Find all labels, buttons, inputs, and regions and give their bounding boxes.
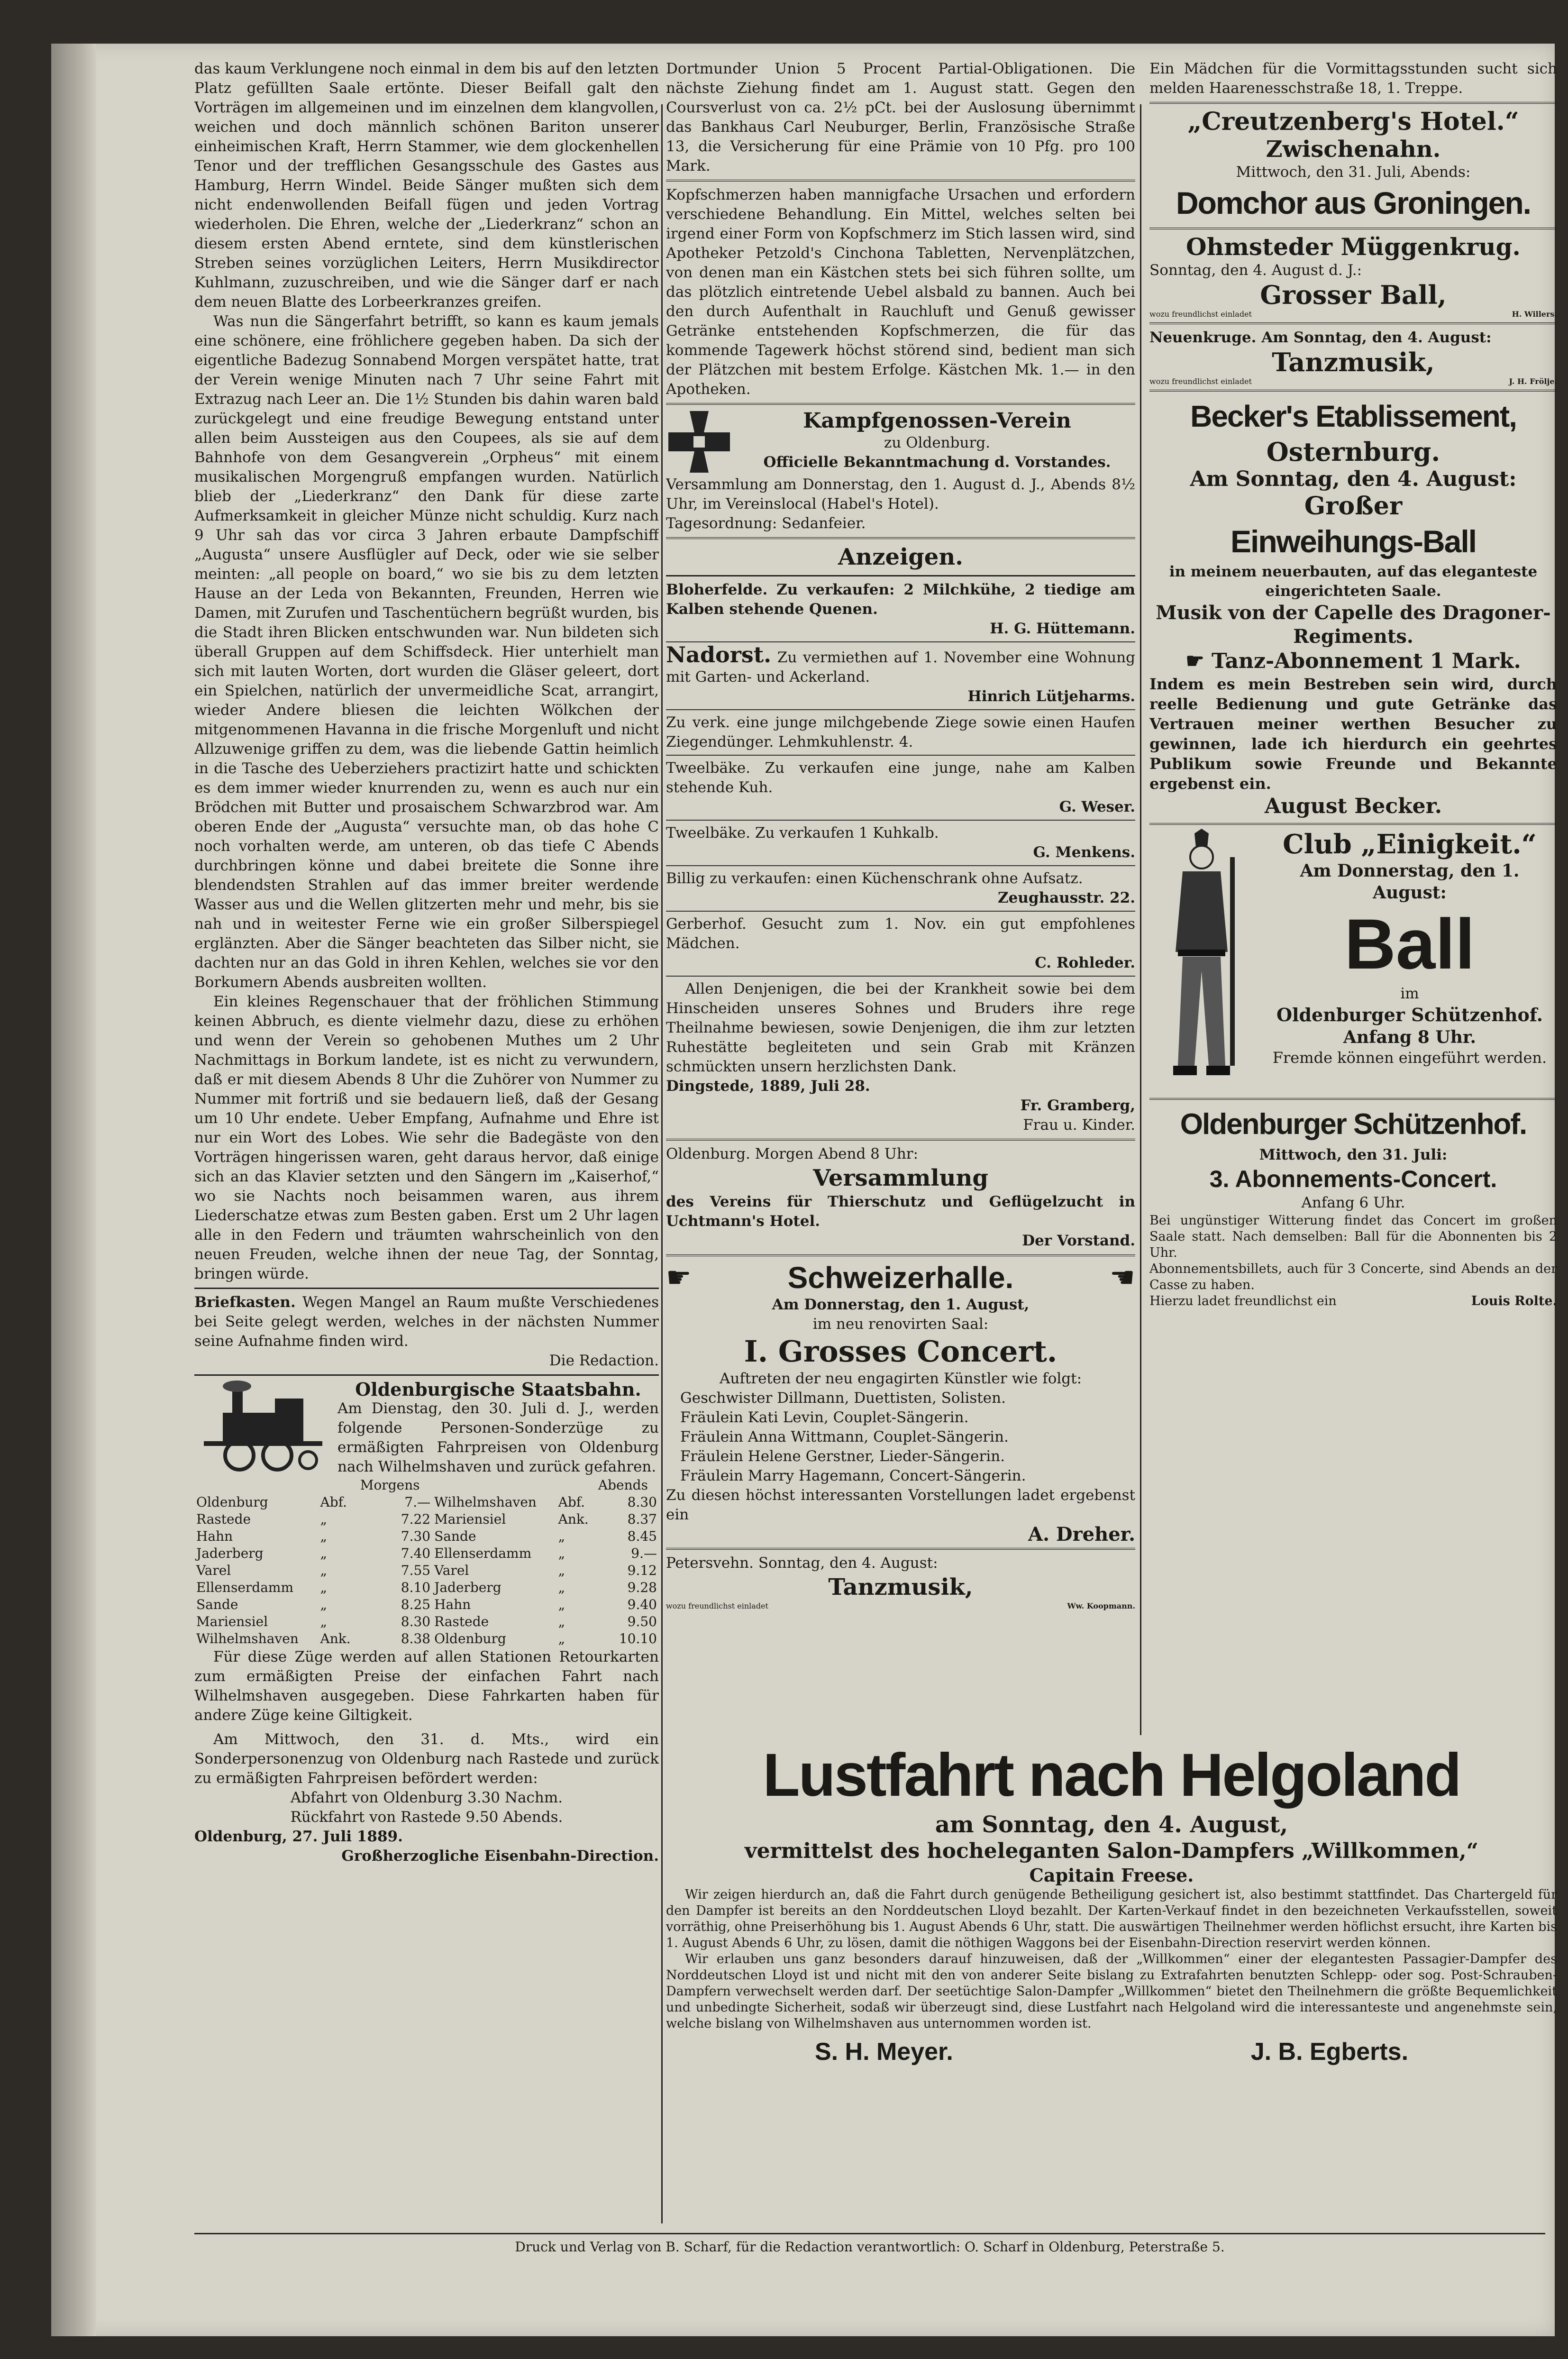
- timetable-cell: Oldenburg: [434, 1631, 506, 1646]
- zwischenahn: Zwischenahn.: [1266, 136, 1441, 163]
- timetable-row: [194, 1511, 659, 1528]
- timetable-cell: Varel: [434, 1563, 469, 1578]
- rail-header: [194, 1380, 659, 1477]
- timetable-cell: Abf.: [558, 1494, 585, 1510]
- rail-note: Für diese Züge werden auf allen Stationen Retourkarten zum ermäßigten Preise der einfachen Fahrt nach Wilhelmshaven ausgegeben. Diese Fahrkarten haben für andere Züge keine Giltigkeit.: [194, 1648, 659, 1724]
- kv-title: Kampfgenossen-Verein: [803, 409, 1071, 433]
- timetable-row: [194, 1528, 659, 1545]
- sh-sign: A. Dreher.: [1028, 1523, 1135, 1545]
- timetable-row: [194, 1562, 659, 1579]
- timetable-cell: Sande: [196, 1597, 238, 1612]
- pointing-hand-icon: ☛: [1110, 1261, 1135, 1294]
- ad-bloherfelde: Bloherfelde. Zu verkaufen: 2 Milchkühe, 2 tiedige am Kalben stehende Quenen.: [666, 581, 1135, 618]
- schweizerhalle-head: [666, 1260, 1135, 1295]
- pv-pre: Petersvehn. Sonntag, den 4. August:: [666, 1554, 938, 1572]
- ad-tweelbaeke-1: Tweelbäke. Zu verkaufen eine junge, nahe am Kalben stehende Kuh.: [666, 759, 1135, 796]
- abo-invite: Hierzu ladet freundlichst ein: [1149, 1294, 1337, 1308]
- column-1: [194, 59, 659, 1866]
- kv-sub2: Officielle Bekanntmachung d. Vorstandes.: [763, 454, 1111, 471]
- dank-notice: Allen Denjenigen, die bei der Krankheit sowie bei dem Hinscheiden unseres Sohnes und Bruders ihre rege Theilnahme bewiesen, sowie Denjenigen, die ihm zur letzten Ruhestätte begleiteten und sein Grab mit Kränzen schmückten unsern herzlichsten Dank.: [666, 980, 1135, 1075]
- neu-sign: J. H. Frölje.: [1509, 377, 1557, 386]
- timetable-cell: Ellenserdamm: [196, 1580, 293, 1595]
- einweih-sub: in meinem neuerbauten, auf das eleganteste eingerichteten Saale.: [1169, 563, 1538, 600]
- article-paragraph: Ein kleines Regenschauer that der fröhlichen Stimmung keinen Abbruch, es diente vielmehr dazu, diese zu erhöhen und wenn der Verein so gehobenen Muthes um 2 Uhr Nachmittags in Borkum landete, ist es nicht zu verwundern, daß er mit diesem Abends 8 Uhr die Zuhörer von Nummer zu Nummer mit fortriß und sie bedauern ließ, daß der Gesang um 10 Uhr endete. Ueber Empfang, Aufnahme und Ehre ist nur ein Wort des Lobes. Wie sehr die Badegäste von den Vorträgen hingerissen waren, geht daraus hervor, daß einige sich an das Klavier setzten und den Sängern im „Kaiserhof,“ wo sie Nachts noch beisammen waren, aus ihrem Liederschatze etwas zum Besten gaben. Erst um 2 Uhr lagen alle in den Federn und träumten wahrscheinlich von den neuen Freuden, welche ihnen der neue Tag, der Sonntag, bringen würde.: [194, 993, 659, 1282]
- timetable-row: [194, 1613, 659, 1630]
- club-title: Club „Einigkeit.“: [1283, 829, 1537, 860]
- timetable-cell: 9.12: [627, 1563, 657, 1578]
- timetable-cell: Wilhelmshaven: [196, 1631, 299, 1646]
- helgoland-ad: [666, 1740, 1557, 2066]
- becker-date: Am Sonntag, den 4. August:: [1190, 467, 1517, 491]
- helgoland-date: am Sonntag, den 4. August,: [935, 1811, 1288, 1838]
- helgoland-title: Lustfahrt nach Helgoland: [763, 1741, 1460, 1809]
- abo-start: Anfang 6 Uhr.: [1301, 1194, 1405, 1211]
- pointing-hand-icon: ☛: [1185, 649, 1212, 673]
- ad-sign: Hinrich Lütjeharms.: [967, 688, 1135, 705]
- neu-invite: wozu freundlichst einladet: [1149, 377, 1252, 386]
- ad-nadorst-place: Nadorst.: [666, 642, 772, 667]
- timetable-cell: 9.50: [627, 1614, 657, 1629]
- timetable-cell: Hahn: [196, 1528, 233, 1544]
- timetable-cell: Ank.: [558, 1511, 589, 1527]
- sh-artist: Fräulein Anna Wittmann, Couplet-Sängerin.: [680, 1428, 1009, 1445]
- pv-invite: wozu freundlichst einladet: [666, 1601, 768, 1610]
- timetable-cell: „: [320, 1580, 328, 1595]
- timetable-cell: Rastede: [196, 1511, 251, 1527]
- timetable-cell: Hahn: [434, 1597, 471, 1612]
- sh-artist: Geschwister Dillmann, Duettisten, Solisten.: [680, 1390, 1006, 1407]
- ad-sign: G. Weser.: [1059, 798, 1135, 815]
- timetable-cell: Ank.: [320, 1631, 351, 1646]
- timetable-cell: Sande: [434, 1528, 476, 1544]
- timetable-cell: 9.28: [627, 1580, 657, 1595]
- musik: Musik von der Capelle des Dragoner-Regiments.: [1156, 602, 1551, 648]
- timetable-cell: Wilhelmshaven: [434, 1494, 537, 1510]
- timetable-cell: 7.—: [404, 1494, 431, 1510]
- becker-text: Indem es mein Bestreben sein wird, durch reelle Bedienung und gute Getränke das Vertrauen meiner werthen Besucher zu gewinnen, lade ich hierdurch ein geehrtes Publikum sowie Freunde und Bekannte ergebenst ein.: [1149, 675, 1557, 793]
- club-ad: [1149, 829, 1557, 1094]
- timetable-cell: „: [558, 1631, 565, 1646]
- timetable-cell: Varel: [196, 1563, 231, 1578]
- sh-invite: Zu diesen höchst interessanten Vorstellungen ladet ergebenst ein: [666, 1487, 1135, 1523]
- becker-title: Becker's Etablissement,: [1190, 399, 1516, 433]
- ball-heading: Ball: [1344, 904, 1475, 984]
- pv-title: Tanzmusik,: [828, 1574, 973, 1600]
- column-2: [666, 59, 1135, 1610]
- club-date: Am Donnerstag, den 1. August:: [1300, 861, 1520, 903]
- helgoland-sign-2: J. B. Egberts.: [1250, 2038, 1409, 2066]
- helgoland-sign-1: S. H. Meyer.: [814, 2038, 953, 2066]
- timetable-cell: „: [558, 1545, 565, 1561]
- ad-sign: G. Menkens.: [1033, 844, 1135, 861]
- timetable-row: [194, 1545, 659, 1562]
- ohm-date: Sonntag, den 4. August d. J.:: [1149, 262, 1362, 279]
- dank-place: Dingstede, 1889, Juli 28.: [666, 1078, 870, 1095]
- timetable-cell: Jaderberg: [434, 1580, 501, 1595]
- neu-pre: Neuenkruge. Am Sonntag, den 4. August:: [1149, 329, 1492, 346]
- abo-concert: 3. Abonnements-Concert.: [1209, 1166, 1497, 1192]
- rail-note2: Am Mittwoch, den 31. d. Mts., wird ein Sonderpersonenzug von Oldenburg nach Rastede und zurück zu ermäßigten Fahrpreisen befördert werden:: [194, 1731, 659, 1787]
- ad-ziege: Zu verk. eine junge milchgebende Ziege sowie einen Haufen Ziegendünger. Lehmkuhlenstr. 4.: [666, 714, 1135, 750]
- kv-sub: zu Oldenburg.: [884, 434, 990, 451]
- ad-nadorst: Zu vermiethen auf 1. November eine Wohnung mit Garten- und Ackerland.: [666, 649, 1135, 686]
- creutz-date: Mittwoch, den 31. Juli, Abends:: [1236, 164, 1471, 181]
- timetable-row: [194, 1579, 659, 1596]
- timetable-cell: „: [558, 1614, 565, 1629]
- ohm-invite: wozu freundlichst einladet: [1149, 310, 1252, 319]
- ad-kuechenschrank: Billig zu verkaufen: einen Küchenschrank ohne Aufsatz.: [666, 870, 1083, 887]
- locomotive-icon: [194, 1380, 332, 1474]
- timetable-cell: Rastede: [434, 1614, 489, 1629]
- rail-departure: Abfahrt von Oldenburg 3.30 Nachm.: [290, 1789, 563, 1806]
- timetable-cell: Abf.: [320, 1494, 347, 1510]
- timetable-cell: „: [320, 1563, 328, 1578]
- kv-text: Versammlung am Donnerstag, den 1. August d. J., Abends 8½ Uhr, im Vereinslocal (Habel's Hotel).: [666, 476, 1135, 512]
- iron-cross-icon: [666, 409, 732, 475]
- soldier-icon: [1149, 829, 1258, 1094]
- briefkasten-title: Briefkasten.: [194, 1294, 296, 1311]
- timetable-row: [194, 1596, 659, 1613]
- timetable-cell: „: [558, 1563, 565, 1578]
- einweihungs-ball: Einweihungs-Ball: [1230, 524, 1477, 559]
- briefkasten-sign: Die Redaction.: [549, 1352, 659, 1369]
- neu-title: Tanzmusik,: [1272, 347, 1435, 377]
- sh-artist: Fräulein Helene Gerstner, Lieder-Sängerin.: [680, 1448, 1005, 1465]
- club-venue: Oldenburger Schützenhof.: [1276, 1004, 1543, 1025]
- kampfgenossen-ad: [666, 409, 1135, 475]
- sh-artist: Fräulein Kati Levin, Couplet-Sängerin.: [680, 1409, 969, 1426]
- dank-sign: Fr. Gramberg,: [1020, 1097, 1135, 1114]
- column-rule: [661, 104, 663, 2223]
- rail-return: Rückfahrt von Rastede 9.50 Abends.: [290, 1809, 563, 1826]
- ohm-ball: Grosser Ball,: [1260, 280, 1447, 310]
- timetable-cell: 7.30: [401, 1528, 431, 1544]
- club-guests: Fremde können eingeführt werden.: [1272, 1049, 1547, 1067]
- ad-sign: Zeughausstr. 22.: [998, 889, 1135, 906]
- timetable-cell: 8.10: [401, 1580, 431, 1595]
- timetable-cell: „: [320, 1528, 328, 1544]
- vers-title: Versammlung: [813, 1165, 988, 1191]
- timetable-cell: Oldenburg: [196, 1494, 268, 1510]
- sh-sub: im neu renovirten Saal:: [812, 1316, 989, 1333]
- kopfschmerz-ad: Kopfschmerzen haben mannigfache Ursachen und erfordern verschiedene Behandlung. Ein Mittel, welches selten bei irgend einer Form von Kopfschmerz im Stich lassen wird, sind Apotheker Petzold's Cinchona Tabletten, Nervenplätzchen, von denen man ein Kästchen stets bei sich führen sollte, um das plötzlich eintretende Uebel alsbald zu bannen. Auch bei den durch Aufenthalt in Rauchluft und Genuß gewisser Getränke entstehenden Kopfschmerzen, die für das kommende Tagewerk höchst störend sind, bedient man sich der Plätzchen mit bestem Erfolge. Kästchen Mk. 1.— in den Apotheken.: [666, 186, 1135, 398]
- book-binding: [51, 44, 96, 2336]
- vers-sign: Der Vorstand.: [1022, 1232, 1135, 1249]
- sh-date: Am Donnerstag, den 1. August,: [772, 1296, 1030, 1313]
- mi-date: Mittwoch, den 31. Juli:: [1259, 1146, 1448, 1163]
- timetable-cell: 8.37: [627, 1511, 657, 1527]
- maedchen-ad: Ein Mädchen für die Vormittagsstunden sucht sich melden Haarenesschstraße 18, 1. Treppe.: [1149, 60, 1557, 97]
- article-paragraph: Was nun die Sängerfahrt betrifft, so kann es kaum jemals eine schönere, eine fröhlichere gegeben haben. Da sich der eigentliche Badezug Sonnabend Morgen verspätet hatte, trat der Verein wenige Minuten nach 7 Uhr seine Fahrt mit Extrazug nach Leer an. Die 1½ Stunden bis dahin waren bald zurückgelegt und eine freudige Bewegung entstand unter allen beim Aussteigen aus den Coupees, als sie auf dem Bahnhofe von dem Gesangverein „Orpheus“ mit einem musikalischen Morgengruß empfangen wurden. Natürlich blieb der „Liederkranz“ den Dank für diese zarte Aufmerksamkeit in gleicher Münze nicht schuldig. Kurz nach 9 Uhr sah das vor circa 3 Jahren erbaute Dampfschiff „Augusta“ unsere Ausflügler auf Deck, oder wie sie selber meinten: „all people on board,“ wo sie bis zu dem letzten Hause an der Leda von Bekannten, Freunden, Herren wie Damen, mit Zurufen und Taschentüchern begrüßt wurden, bis die Stadt ihren Blicken entschwunden war. Nun bildeten sich überall Gruppen auf dem Schiffsdeck. Hier unterhielt man sich mit lauten Worten, dort wurden die Gläser geleert, dort ein Spielchen, natürlich der unvermeidliche Scat, arrangirt, wieder Andere bliesen die leichten Wölkchen der mitgenommenen Havanna in die frische Morgenluft und nicht Allzuwenige griffen zu dem, was die liebende Gattin heimlich in die Tasche des Ueberziehers practizirt hatte und schickten es dem immer wieder knurrenden zu, wenn es auch nur ein Brödchen mit Butter und prosaischem Schwarzbrod war. Am oberen Ende der „Augusta“ versuchte man, ob das hohe C noch vorhalten werde, am unteren, ob das tiefe C Abends durchbringen könne und dabei breitete die Sonne ihre blendendsten Strahlen auf das immer breiter werdende Wasser aus und die Wellen glitzerten mehr und mehr, bis sie nah und in weitester Ferne wie ein großer Silberspiegel erglänzten. Aber die Sänger beachteten das Silber nicht, sie dachten nur an das Gold in ihren Kehlen, welches sie vor den Borkumern Abends ausbreiten wollten.: [194, 313, 659, 991]
- sh-artist-list: [666, 1389, 1135, 1486]
- timetable-cell: „: [558, 1580, 565, 1595]
- timetable-cell: 7.40: [401, 1545, 431, 1561]
- helgoland-text2: Wir erlauben uns ganz besonders darauf hinzuweisen, daß der „Willkommen“ einer der elegantesten Passagier-Dampfer des Norddeutschen Lloyd ist und nicht mit den von anderer Seite bislang zu Extrafahrten benutzten Schlepp- oder sog. Post-Schrauben-Dampfern verwechselt werden darf. Der seetüchtige Salon-Dampfer „Willkommen“ bietet den Theilnehmern die größte Bequemlichkeit und unbedingte Sicherheit, sodaß wir überzeugt sind, diese Lustfahrt nach Helgoland wird die interessanteste und angenehmste sein, welche bislang von Wilhelmshaven aus unternommen worden ist.: [666, 1952, 1557, 2031]
- helgoland-signatures: [666, 2038, 1557, 2066]
- rail-date: Oldenburg, 27. Juli 1889.: [194, 1828, 403, 1845]
- sh-title: Schweizerhalle.: [787, 1261, 1014, 1295]
- timetable-cell: „: [320, 1511, 328, 1527]
- briefkasten: [194, 1293, 659, 1351]
- imprint-footer: Druck und Verlag von B. Scharf, für die Redaction verantwortlich: O. Scharf in Oldenburg, Peterstraße 5.: [194, 2233, 1545, 2255]
- briefkasten-text: Wegen Mangel an Raum mußte Verschiedenes bei Seite gelegt werden, welches in der nächsten Nummer seine Aufnahme finden wird.: [194, 1294, 659, 1350]
- timetable: [194, 1477, 659, 1647]
- club-im: im: [1400, 985, 1419, 1002]
- anzeigen-heading: Anzeigen.: [838, 544, 963, 570]
- sh-intro: Auftreten der neu engagirten Künstler wie folgt:: [719, 1370, 1082, 1387]
- timetable-cell: Mariensiel: [196, 1614, 268, 1629]
- vers-pre: Oldenburg. Morgen Abend 8 Uhr:: [666, 1145, 919, 1162]
- timetable-cell: 8.38: [401, 1631, 431, 1646]
- club-start: Anfang 8 Uhr.: [1343, 1027, 1477, 1047]
- dortmund-ad: Dortmunder Union 5 Procent Partial-Obligationen. Die nächste Ziehung findet am 1. August statt. Gegen den Coursverlust von ca. 2½ pCt. bei der Auslosung übernimmt das Bankhaus Carl Neuburger, Berlin, Französische Straße 13, die Versicherung für eine Prämie von 10 Pfg. pro 100 Mark.: [666, 60, 1135, 174]
- grosser: Großer: [1304, 492, 1403, 521]
- ad-gerberhof: Gerberhof. Gesucht zum 1. Nov. ein gut empfohlenes Mädchen.: [666, 915, 1135, 952]
- vers-text: des Vereins für Thierschutz und Geflügelzucht in Uchtmann's Hotel.: [666, 1193, 1135, 1230]
- article-paragraph: das kaum Verklungene noch einmal in dem bis auf den letzten Platz gefüllten Saale ertönte. Dieser Beifall galt den Vorträgen im allgemeinen und im einzelnen dem klangvollen, weichen und doch männlich schönen Bariton unserer einheimischen Kraft, Herrn Stammer, wie dem glockenhellen Tenor und der trefflichen Gesangsschule des Gastes aus Hamburg, Herrn Windel. Beide Sänger mußten sich dem nicht endenwollenden Beifall fügen und jeden Vortrag wiederholen. Die Ehren, welche der „Liederkranz“ schon an diesem ersten Abend erntete, sind dem künstlerischen Streben seines vorzüglichen Leiters, Herrn Musikdirector Kuhlmann, zuzuschreiben, und wie die Sänger darf er nach dem neuen Blatte des Lorbeerkranzes greifen.: [194, 60, 659, 311]
- timetable-cell: „: [320, 1597, 328, 1612]
- abo-text: Bei ungünstiger Witterung findet das Concert im großen Saale statt. Nach demselben: Ball für die Abonnenten bis 2 Uhr.: [1149, 1213, 1557, 1260]
- helgoland-via: vermittelst des hocheleganten Salon-Dampfers „Willkommen,“: [745, 1839, 1478, 1863]
- domchor: Domchor aus Groningen.: [1176, 185, 1531, 220]
- timetable-row: [194, 1630, 659, 1647]
- column-rule: [1140, 104, 1141, 1735]
- kv-agenda: Tagesordnung: Sedanfeier.: [666, 515, 866, 532]
- ohm-sign: H. Willers.: [1512, 310, 1557, 319]
- timetable-header: Abends: [598, 1477, 648, 1493]
- timetable-header: Morgens: [360, 1477, 420, 1493]
- timetable-row: [194, 1494, 659, 1511]
- timetable-cell: „: [320, 1545, 328, 1561]
- ad-tweelbaeke-2: Tweelbäke. Zu verkaufen 1 Kuhkalb.: [666, 824, 939, 841]
- creutz-title: „Creutzenberg's Hotel.“: [1187, 107, 1519, 136]
- sh-artist: Fräulein Marry Hagemann, Concert-Sängerin.: [680, 1467, 1026, 1484]
- sh-concert: I. Grosses Concert.: [744, 1334, 1057, 1369]
- timetable-cell: 7.22: [401, 1511, 431, 1527]
- column-3: [1149, 59, 1557, 1309]
- timetable-cell: 9.—: [631, 1545, 657, 1561]
- timetable-cell: „: [320, 1614, 328, 1629]
- timetable-cell: Ellenserdamm: [434, 1545, 532, 1561]
- timetable-cell: 8.30: [401, 1614, 431, 1629]
- timetable-cell: „: [558, 1528, 565, 1544]
- pv-sign: Ww. Koopmann.: [1067, 1601, 1135, 1610]
- ohm-title: Ohmsteder Müggenkrug.: [1186, 233, 1521, 261]
- dank-sign2: Frau u. Kinder.: [1023, 1116, 1135, 1134]
- timetable-cell: Mariensiel: [434, 1511, 506, 1527]
- tanz-abonnement: ☛ Tanz-Abonnement 1 Mark.: [1185, 649, 1521, 673]
- timetable-cell: 7.55: [401, 1563, 431, 1578]
- timetable-cell: „: [558, 1597, 565, 1612]
- timetable-cell: 10.10: [619, 1631, 657, 1646]
- becker-sign: August Becker.: [1264, 794, 1442, 818]
- rail-title: Oldenburgische Staatsbahn.: [355, 1379, 641, 1400]
- timetable-cell: 9.40: [627, 1597, 657, 1612]
- timetable-cell: 8.30: [627, 1494, 657, 1510]
- rail-sign: Großherzogliche Eisenbahn-Direction.: [341, 1847, 659, 1865]
- timetable-cell: Jaderberg: [196, 1545, 264, 1561]
- timetable-cell: 8.25: [401, 1597, 431, 1612]
- rail-intro: Am Dienstag, den 30. Juli d. J., werden folgende Personen-Sonderzüge zu ermäßigten Fahrpreisen von Oldenburg nach Wilhelmshaven und zurück gefahren.: [337, 1400, 659, 1475]
- ad-sign: H. G. Hüttemann.: [990, 620, 1135, 637]
- abo-sign: Louis Rolte.: [1471, 1294, 1557, 1308]
- pointing-hand-icon: ☛: [666, 1261, 692, 1294]
- schuetzenhof-title: Oldenburger Schützenhof.: [1180, 1108, 1527, 1141]
- timetable-cell: 8.45: [627, 1528, 657, 1544]
- helgoland-captain: Capitain Freese.: [1029, 1865, 1194, 1886]
- abo-text2: Abonnementsbillets, auch für 3 Concerte, sind Abends an der Casse zu haben.: [1149, 1262, 1557, 1292]
- osternburg: Osternburg.: [1266, 437, 1440, 467]
- ad-sign: C. Rohleder.: [1035, 954, 1135, 971]
- helgoland-text1: Wir zeigen hierdurch an, daß die Fahrt durch genügende Betheiligung gesichert ist, also bestimmt stattfindet. Das Chartergeld für den Dampfer ist bereits an den Norddeutschen Lloyd bezahlt. Der Karten-Verkauf findet in den bezeichneten Verkaufsstellen, soweit vorräthig, ohne Preiserhöhung bis 1. August Abends 6 Uhr, statt. Die auswärtigen Theilnehmer werden höflichst ersucht, ihre Karten bis 1. August Abends 6 Uhr, zu lösen, damit die nöthigen Waggons bei der Eisenbahn-Direction reservirt werden können.: [666, 1887, 1557, 1950]
